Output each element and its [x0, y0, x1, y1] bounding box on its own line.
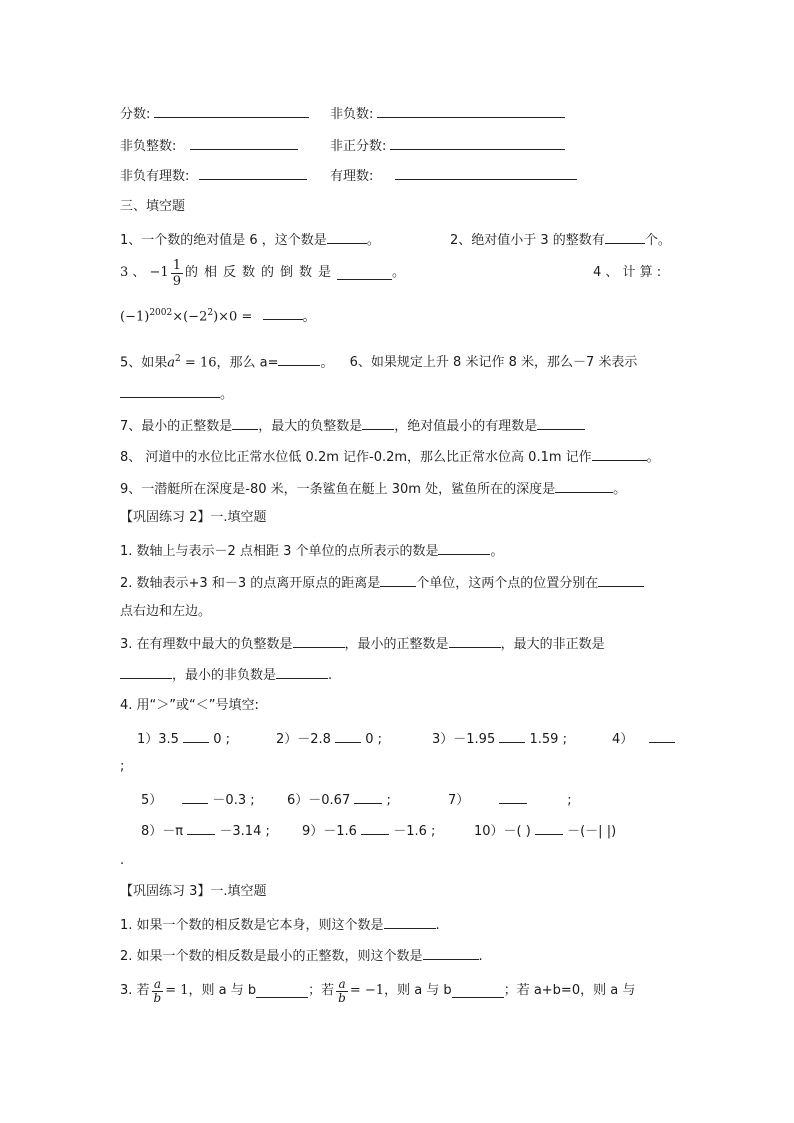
- blank-q7c[interactable]: [537, 416, 585, 430]
- blank-r1[interactable]: [384, 915, 436, 929]
- blank-c2[interactable]: [335, 729, 361, 743]
- blank-q8[interactable]: [592, 447, 647, 461]
- compare-10: 10）－( ) －(－| |): [474, 821, 616, 841]
- blank-p1[interactable]: [438, 541, 490, 555]
- row-rational: [330, 166, 577, 186]
- compare-4-semicolon: ;: [120, 759, 125, 774]
- compare-2: 2）－2.8 0 ;: [276, 729, 382, 749]
- compare-10-period: .: [120, 853, 125, 868]
- blank-p2a[interactable]: [380, 573, 416, 587]
- blank-q7a[interactable]: [232, 416, 258, 430]
- blank-nonneg-rational[interactable]: [199, 166, 307, 180]
- blank-p3d[interactable]: [276, 665, 328, 679]
- blank-c9[interactable]: [361, 821, 389, 835]
- compare-7: 7） ;: [448, 790, 572, 810]
- fraction-a-over-b-2: $\frac{a}{b}$: [338, 976, 346, 1005]
- row-nonneg-integer: [120, 136, 298, 156]
- blank-fraction[interactable]: [154, 104, 309, 118]
- compare-6: 6）－0.67 ;: [287, 790, 391, 810]
- practice2-item-2-cont: 点右边和左边。: [120, 604, 212, 619]
- blank-r3a[interactable]: [256, 984, 308, 998]
- blank-c8[interactable]: [187, 821, 215, 835]
- practice3-heading: 【巩固练习 3】一.填空题: [120, 884, 267, 899]
- row-nonpos-fraction: [330, 136, 565, 156]
- blank-c10[interactable]: [535, 821, 563, 835]
- question-7: 7、最小的正整数是 ，最大的负整数是 ，绝对值最小的有理数是: [120, 416, 585, 436]
- blank-q4[interactable]: [263, 306, 303, 320]
- compare-3: 3）－1.95 1.59 ;: [432, 729, 567, 749]
- practice2-item-1: 1. 数轴上与表示－2 点相距 3 个单位的点所表示的数是 。: [120, 541, 504, 561]
- label-fraction: 分数:: [120, 107, 151, 122]
- question-2: 2、绝对值小于 3 的整数有 个。: [450, 230, 671, 250]
- blank-q5[interactable]: [278, 352, 320, 366]
- blank-c3[interactable]: [499, 729, 525, 743]
- blank-rational[interactable]: [395, 166, 577, 180]
- blank-p3a[interactable]: [293, 634, 345, 648]
- blank-q9[interactable]: [555, 479, 613, 493]
- blank-r3b[interactable]: [452, 984, 504, 998]
- section3-heading: 三、填空题: [120, 199, 186, 214]
- label-nonnegative: 非负数:: [330, 107, 374, 122]
- blank-c5[interactable]: [182, 790, 208, 804]
- label-nonneg-rational: 非负有理数:: [120, 169, 190, 184]
- practice2-item-4: 4. 用“＞”或“＜”号填空:: [120, 698, 259, 713]
- question-6-answer: 。: [120, 384, 233, 404]
- compare-5: 5） －0.3 ;: [141, 790, 255, 810]
- practice2-item-3-cont: ，最小的非负数是 .: [120, 665, 332, 685]
- blank-nonnegative[interactable]: [377, 104, 565, 118]
- label-nonneg-integer: 非负整数:: [120, 139, 177, 154]
- blank-c1[interactable]: [183, 729, 209, 743]
- blank-q3[interactable]: [337, 266, 392, 280]
- question-3: 3 、 −1 $\frac{1}{9}$ 的相反数的倒数是 。: [120, 257, 406, 289]
- blank-q2[interactable]: [605, 230, 645, 244]
- practice3-item-1: 1. 如果一个数的相反数是它本身，则这个数是 .: [120, 915, 440, 935]
- practice3-item-2: 2. 如果一个数的相反数是最小的正整数，则这个数是 .: [120, 946, 483, 966]
- blank-q1[interactable]: [327, 230, 367, 244]
- question-8: 8、 河道中的水位比正常水位低 0.2m 记作-0.2m，那么比正常水位高 0.1m 记作 。: [120, 447, 660, 467]
- compare-1: 1）3.5 0 ;: [137, 729, 230, 749]
- blank-p2b[interactable]: [598, 573, 644, 587]
- practice2-heading: 【巩固练习 2】一.填空题: [120, 510, 267, 525]
- row-nonneg-rational: [120, 166, 307, 186]
- question-4-label: 4 、 计 算 :: [593, 265, 662, 280]
- question-9: 9、一潜艇所在深度是-80 米，一条鲨鱼在艇上 30m 处，鲨鱼所在的深度是 。: [120, 479, 626, 499]
- question-4-expression: $(-1)^{2002}\times(-2^2)\times 0$ = 。: [120, 308, 316, 325]
- blank-q6[interactable]: [120, 384, 220, 398]
- blank-r2[interactable]: [423, 946, 479, 960]
- fraction-one-ninth: $\frac{1}{9}$: [172, 257, 181, 289]
- blank-p3c[interactable]: [120, 665, 172, 679]
- practice2-item-3: 3. 在有理数中最大的负整数是 ，最小的正整数是 ，最大的非正数是: [120, 634, 605, 654]
- blank-nonneg-integer[interactable]: [190, 136, 298, 150]
- blank-c6[interactable]: [354, 790, 382, 804]
- question-1: 1、一个数的绝对值是 6 ，这个数是 。: [120, 230, 380, 250]
- label-nonpos-fraction: 非正分数:: [330, 139, 387, 154]
- compare-4: 4）: [612, 729, 675, 749]
- label-rational: 有理数:: [330, 169, 374, 184]
- blank-c7[interactable]: [499, 790, 527, 804]
- compare-8: 8）－π －3.14 ;: [141, 821, 270, 841]
- fraction-a-over-b-1: $\frac{a}{b}$: [153, 976, 162, 1005]
- row-fraction: [120, 104, 309, 124]
- practice3-item-3: 3. 若 $\frac{a}{b}$ = 1 ，则 a 与 b ；若 $\frac{a}{b}$ = −1 ，则 a 与 b ；若 a+b=0，则 a 与: [120, 976, 636, 1005]
- blank-p3b[interactable]: [449, 634, 501, 648]
- compare-9: 9）－1.6 －1.6 ;: [302, 821, 435, 841]
- blank-c4[interactable]: [649, 729, 675, 743]
- practice2-item-2: 2. 数轴表示+3 和－3 的点离开原点的距离是 个单位，这两个点的位置分别在: [120, 573, 644, 593]
- blank-q7b[interactable]: [362, 416, 394, 430]
- row-nonnegative: [330, 104, 565, 124]
- question-5-6: 5、如果$a^2 = 16$，那么 a= 。 6、如果规定上升 8 米记作 8 米，那么－7 米表示: [120, 354, 638, 371]
- blank-nonpos-fraction[interactable]: [390, 136, 565, 150]
